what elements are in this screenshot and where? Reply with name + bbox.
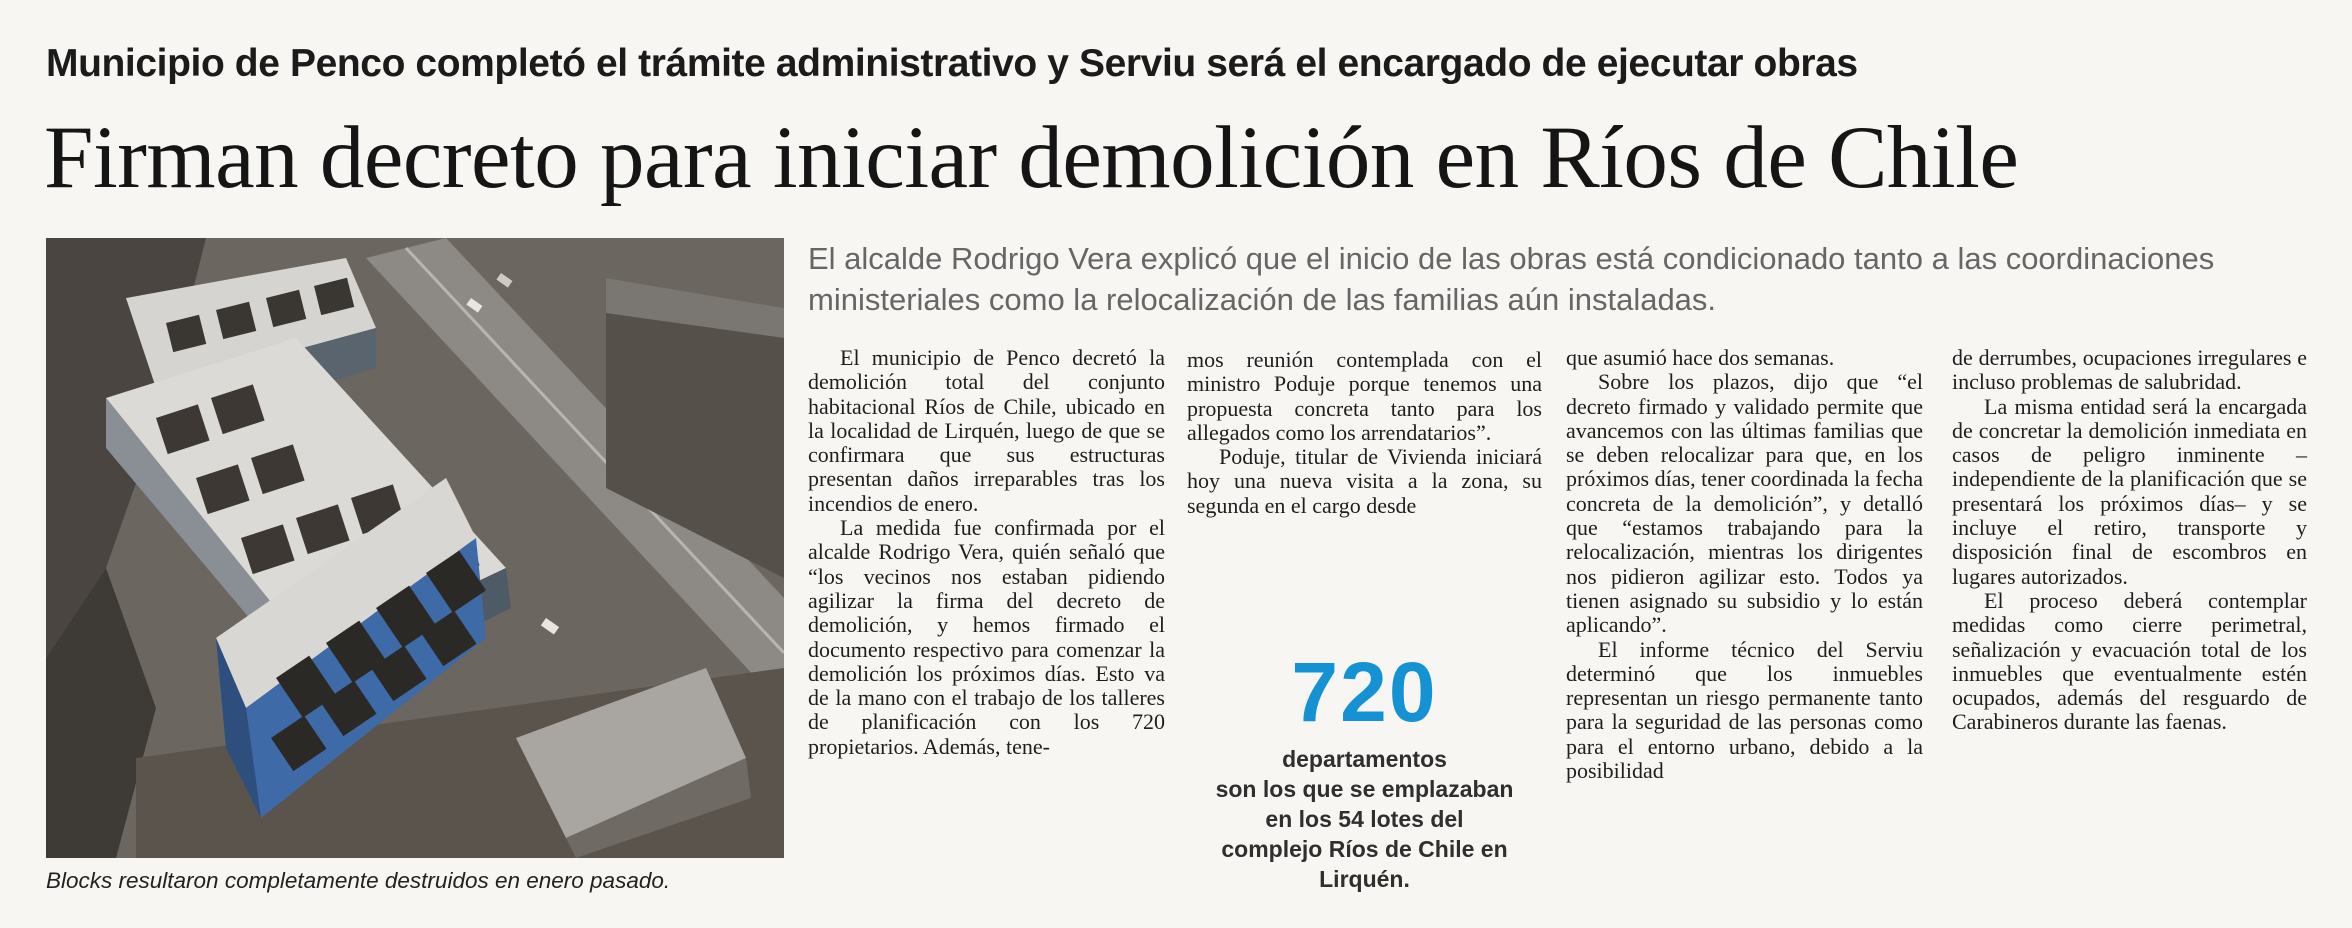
paragraph: Poduje, titular de Vivienda iniciará hoy una nueva visita a la zona, su segunda en el cargo desde: [1187, 444, 1542, 518]
paragraph: La misma entidad será la encargada de concretar la demolición inmediata en casos de peligro inminente –independiente de la planificación que se presentará los próximos días– y se incluye el retiro, transporte y disposición final de escombros en lugares autorizados.: [1952, 393, 2307, 589]
paragraph: La medida fue confirmada por el alcalde Rodrigo Vera, quién señaló que “los vecinos nos estaban pidiendo agilizar la firma del decreto de demolición, y hemos firmado el documento respectivo para comenzar la demolición los próximos días. Esto va de la mano con el trabajo de los talleres de planificación con los 720 propietarios. Además, tene-: [808, 515, 1165, 759]
stat-number: 720: [1291, 645, 1438, 739]
paragraph: mos reunión contemplada con el ministro Poduje porque tenemos una propuesta concreta tanto para los allegados como los arrendatarios”.: [1187, 347, 1542, 445]
paragraph: Sobre los plazos, dijo que “el decreto firmado y validado permite que avancemos con las últimas familias que se deben relocalizar para que, en los próximos días, tener coordinada la fecha concreta de la demolición”, y detalló que “estamos trabajando para la relocalización, mientras los dirigentes nos pidieron agilizar esto. Todos ya tienen asignado su subsidio y lo están aplicando”.: [1566, 369, 1923, 638]
text-column-1: [808, 346, 1165, 759]
article-kicker: Municipio de Penco completó el trámite administrativo y Serviu será el encargado de ejecutar obras: [46, 42, 1858, 85]
text-column-3: [1566, 346, 1923, 783]
text-column-2: [1187, 348, 1542, 518]
paragraph: El municipio de Penco decretó la demolición total del conjunto habitacional Ríos de Chile, ubicado en la localidad de Lirquén, luego de que se confirmara que sus estructuras presentan daños irreparables tras los incendios de enero.: [808, 345, 1165, 516]
article-photo: [46, 238, 784, 858]
paragraph: El proceso deberá contemplar medidas como cierre perimetral, señalización y evacuación total de los inmuebles que eventualmente estén ocupados, además del resguardo de Carabineros durante las faenas.: [1952, 587, 2307, 735]
article-headline: Firman decreto para iniciar demolición en Ríos de Chile: [44, 109, 2019, 207]
article-deck: El alcalde Rodrigo Vera explicó que el inicio de las obras está condicionado tanto a las coordinaciones ministeriales como la relocalización de las familias aún instaladas.: [808, 241, 2215, 317]
stat-box: [1187, 644, 1542, 894]
paragraph: El informe técnico del Serviu determinó que los inmuebles representan un riesgo permanente tanto para la seguridad de las personas como para el entorno urbano, debido a la posibilidad: [1566, 636, 1923, 784]
paragraph: que asumió hace dos semanas.: [1566, 345, 1835, 370]
text-column-4: [1952, 346, 2307, 735]
photo-caption: Blocks resultaron completamente destruidos en enero pasado.: [46, 868, 671, 893]
stat-description: departamentos son los que se emplazaban en los 54 lotes del complejo Ríos de Chile en Lirquén.: [1215, 746, 1514, 892]
paragraph: de derrumbes, ocupaciones irregulares e incluso problemas de salubridad.: [1952, 345, 2307, 395]
